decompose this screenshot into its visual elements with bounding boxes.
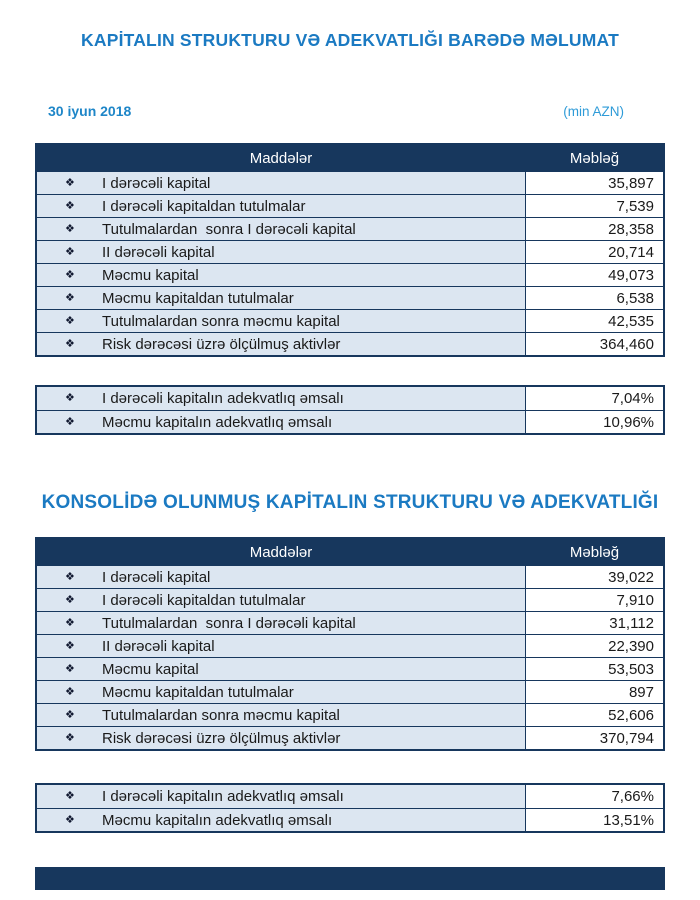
table-row <box>37 785 663 808</box>
table-row <box>37 240 663 263</box>
row-label: Məcmu kapital <box>102 660 199 678</box>
column-header-amount: Məbləğ <box>525 539 663 565</box>
table-row <box>37 194 663 217</box>
column-header-items: Maddələr <box>249 149 313 167</box>
diamond-bullet-icon: ❖ <box>65 337 75 350</box>
diamond-bullet-icon: ❖ <box>65 790 75 802</box>
row-value: 370,794 <box>525 727 663 749</box>
diamond-bullet-icon: ❖ <box>65 813 75 826</box>
table-row <box>37 680 663 703</box>
row-label: I dərəcəli kapitalın adekvatlıq əmsalı <box>102 390 344 407</box>
table-body <box>37 565 663 749</box>
adequacy-ratio-table <box>35 385 665 435</box>
table-body <box>37 785 663 831</box>
row-label: Tutulmalardan sonra məcmu kapital <box>102 312 340 330</box>
table-row <box>37 808 663 831</box>
diamond-bullet-icon: ❖ <box>65 392 75 404</box>
column-header-amount: Məbləğ <box>525 145 663 171</box>
row-label: Məcmu kapital <box>102 266 199 284</box>
diamond-bullet-icon: ❖ <box>65 291 75 304</box>
row-value: 52,606 <box>525 704 663 726</box>
table-row <box>37 657 663 680</box>
report-page <box>0 30 700 900</box>
row-value: 7,539 <box>525 195 663 217</box>
row-label: Tutulmalardan sonra I dərəcəli kapital <box>102 614 356 632</box>
row-value: 10,96% <box>525 411 663 433</box>
table-row <box>37 387 663 410</box>
report-date: 30 iyun 2018 <box>48 103 132 119</box>
meta-row <box>48 103 624 119</box>
diamond-bullet-icon: ❖ <box>65 685 75 698</box>
capital-structure-table <box>35 143 665 357</box>
currency-unit: (min AZN) <box>563 104 624 119</box>
table-row <box>37 611 663 634</box>
table-row <box>37 565 663 588</box>
diamond-bullet-icon: ❖ <box>65 415 75 428</box>
row-value: 35,897 <box>525 172 663 194</box>
row-label: II dərəcəli kapital <box>102 637 215 655</box>
row-label: Risk dərəcəsi üzrə ölçülmuş aktivlər <box>102 335 341 353</box>
row-value: 49,073 <box>525 264 663 286</box>
row-label: I dərəcəli kapital <box>102 174 211 192</box>
row-value: 39,022 <box>525 566 663 588</box>
diamond-bullet-icon: ❖ <box>65 708 75 721</box>
row-label: Məcmu kapitaldan tutulmalar <box>102 683 294 701</box>
table-row <box>37 726 663 749</box>
table-row <box>37 703 663 726</box>
row-label: I dərəcəli kapitaldan tutulmalar <box>102 197 306 215</box>
page-title: KAPİTALIN STRUKTURU VƏ ADEKVATLIĞI BARƏDƏ MƏLUMAT <box>81 30 619 50</box>
table-row <box>37 263 663 286</box>
row-label: Risk dərəcəsi üzrə ölçülmuş aktivlər <box>102 729 341 747</box>
row-value: 897 <box>525 681 663 703</box>
diamond-bullet-icon: ❖ <box>65 639 75 652</box>
table-row <box>37 634 663 657</box>
diamond-bullet-icon: ❖ <box>65 176 75 189</box>
row-label: Tutulmalardan sonra I dərəcəli kapital <box>102 220 356 238</box>
table-row <box>37 171 663 194</box>
row-value: 7,66% <box>525 785 663 808</box>
consolidated-capital-table <box>35 537 665 751</box>
row-value: 7,910 <box>525 589 663 611</box>
diamond-bullet-icon: ❖ <box>65 314 75 327</box>
diamond-bullet-icon: ❖ <box>65 245 75 258</box>
row-label: Məcmu kapitalın adekvatlıq əmsalı <box>102 811 333 829</box>
table-header-row <box>37 145 663 171</box>
diamond-bullet-icon: ❖ <box>65 616 75 629</box>
table-header-row <box>37 539 663 565</box>
row-label: I dərəcəli kapitaldan tutulmalar <box>102 591 306 609</box>
row-value: 364,460 <box>525 333 663 355</box>
table-row <box>37 286 663 309</box>
row-value: 53,503 <box>525 658 663 680</box>
table-row <box>37 217 663 240</box>
table-body <box>37 171 663 355</box>
diamond-bullet-icon: ❖ <box>65 593 75 606</box>
row-label: Məcmu kapitaldan tutulmalar <box>102 289 294 307</box>
consolidated-ratio-table <box>35 783 665 833</box>
diamond-bullet-icon: ❖ <box>65 662 75 675</box>
section-title-consolidated: KONSOLİDƏ OLUNMUŞ KAPİTALIN STRUKTURU VƏ ADEKVATLIĞI <box>41 492 659 513</box>
row-label: II dərəcəli kapital <box>102 243 215 261</box>
row-value: 22,390 <box>525 635 663 657</box>
diamond-bullet-icon: ❖ <box>65 268 75 281</box>
footer-band <box>35 867 665 890</box>
row-value: 42,535 <box>525 310 663 332</box>
diamond-bullet-icon: ❖ <box>65 222 75 235</box>
table-row <box>37 332 663 355</box>
row-value: 6,538 <box>525 287 663 309</box>
row-value: 28,358 <box>525 218 663 240</box>
diamond-bullet-icon: ❖ <box>65 570 75 583</box>
column-header-items: Maddələr <box>249 543 313 561</box>
row-value: 20,714 <box>525 241 663 263</box>
table-body <box>37 387 663 433</box>
table-row <box>37 410 663 433</box>
diamond-bullet-icon: ❖ <box>65 731 75 744</box>
table-row <box>37 588 663 611</box>
table-row <box>37 309 663 332</box>
row-value: 7,04% <box>525 387 663 410</box>
diamond-bullet-icon: ❖ <box>65 199 75 212</box>
row-label: I dərəcəli kapital <box>102 568 211 586</box>
row-label: Məcmu kapitalın adekvatlıq əmsalı <box>102 413 333 431</box>
row-label: I dərəcəli kapitalın adekvatlıq əmsalı <box>102 788 344 805</box>
row-value: 13,51% <box>525 809 663 831</box>
row-label: Tutulmalardan sonra məcmu kapital <box>102 706 340 724</box>
row-value: 31,112 <box>525 612 663 634</box>
